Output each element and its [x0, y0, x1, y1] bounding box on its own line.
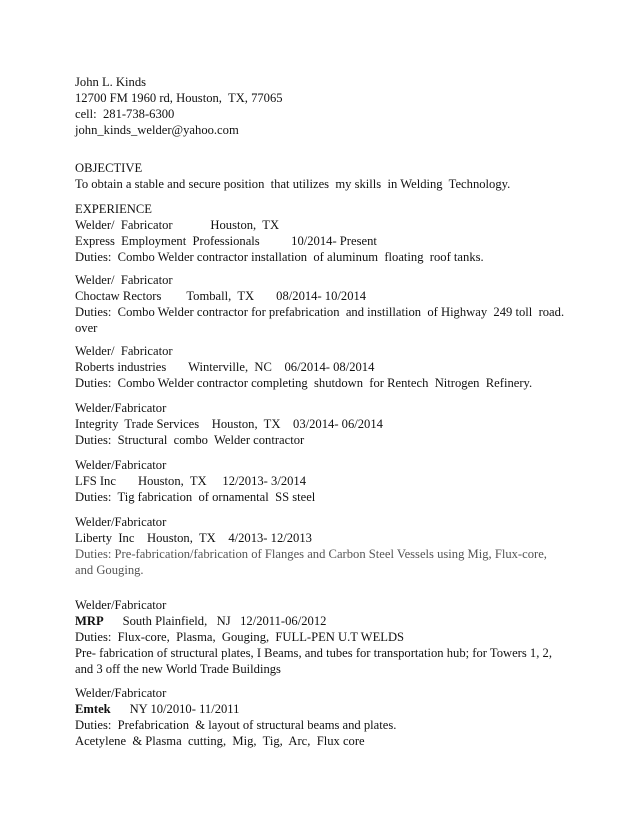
contact-email: john_kinds_welder@yahoo.com: [75, 123, 239, 137]
company-details: South Plainfield, NJ 12/2011-06/2012: [103, 614, 327, 628]
objective-section: [75, 160, 568, 192]
job-duties: Duties: Combo Welder contractor installation of aluminum floating roof tanks.: [75, 250, 484, 264]
experience-job-4: [75, 400, 568, 448]
job-duties: Duties: Combo Welder contractor completing shutdown for Rentech Nitrogen Refinery.: [75, 376, 533, 390]
experience-job-7: [75, 597, 568, 677]
job-company: [75, 701, 568, 717]
job-title: Welder/Fabricator: [75, 686, 167, 700]
experience-job-3: [75, 343, 568, 391]
company-name: Emtek: [75, 702, 111, 716]
contact-cell: cell: 281-738-6300: [75, 107, 175, 121]
company-name: MRP: [75, 614, 104, 628]
contact-block: [75, 74, 568, 138]
job-title: Welder/Fabricator: [75, 515, 167, 529]
experience-job-2: [75, 272, 568, 336]
job-duties: Duties: Combo Welder contractor for prefabrication and instillation of Highway 249 toll road.: [75, 305, 565, 319]
job-duties: Duties: Structural combo Welder contractor: [75, 433, 305, 447]
experience-job-8: [75, 685, 568, 749]
objective-text: To obtain a stable and secure position that utilizes my skills in Welding Technology.: [75, 177, 511, 191]
job-title: Welder/ Fabricator Houston, TX: [75, 218, 280, 232]
job-company: [75, 613, 568, 629]
job-duties-cont: Acetylene & Plasma cutting, Mig, Tig, Arc, Flux core: [75, 734, 365, 748]
job-title: Welder/Fabricator: [75, 458, 167, 472]
job-duties: Duties: Flux-core, Plasma, Gouging, FULL-PEN U.T WELDS: [75, 630, 405, 644]
job-company: Liberty Inc Houston, TX 4/2013- 12/2013: [75, 531, 312, 545]
job-company: LFS Inc Houston, TX 12/2013- 3/2014: [75, 474, 307, 488]
contact-name: John L. Kinds: [75, 75, 147, 89]
job-company: Integrity Trade Services Houston, TX 03/2014- 06/2014: [75, 417, 383, 431]
job-company: Roberts industries Winterville, NC 06/2014- 08/2014: [75, 360, 375, 374]
company-details: NY 10/2010- 11/2011: [110, 702, 240, 716]
contact-address: 12700 FM 1960 rd, Houston, TX, 77065: [75, 91, 283, 105]
job-title: Welder/ Fabricator: [75, 344, 173, 358]
experience-job-5: [75, 457, 568, 505]
job-duties: Duties: Tig fabrication of ornamental SS steel: [75, 490, 316, 504]
experience-job-6: [75, 514, 568, 578]
job-duties: Duties: Pre-fabrication/fabrication of Flanges and Carbon Steel Vessels using Mig, Flux-core, and Gouging.: [75, 547, 547, 577]
objective-heading: OBJECTIVE: [75, 161, 143, 175]
job-duties: Duties: Prefabrication & layout of structural beams and plates.: [75, 718, 397, 732]
job-company: Choctaw Rectors Tomball, TX 08/2014- 10/2014: [75, 289, 367, 303]
job-title: Welder/Fabricator: [75, 598, 167, 612]
experience-heading: EXPERIENCE: [75, 202, 152, 216]
job-title: Welder/Fabricator: [75, 401, 167, 415]
job-duties-cont: over: [75, 321, 98, 335]
experience-job-1: [75, 201, 568, 265]
job-duties-cont: Pre- fabrication of structural plates, I Beams, and tubes for transportation hub; for Towers 1, 2, and 3 off the new World Trade Buildings: [75, 646, 552, 676]
job-title: Welder/ Fabricator: [75, 273, 173, 287]
job-company: Express Employment Professionals 10/2014- Present: [75, 234, 377, 248]
